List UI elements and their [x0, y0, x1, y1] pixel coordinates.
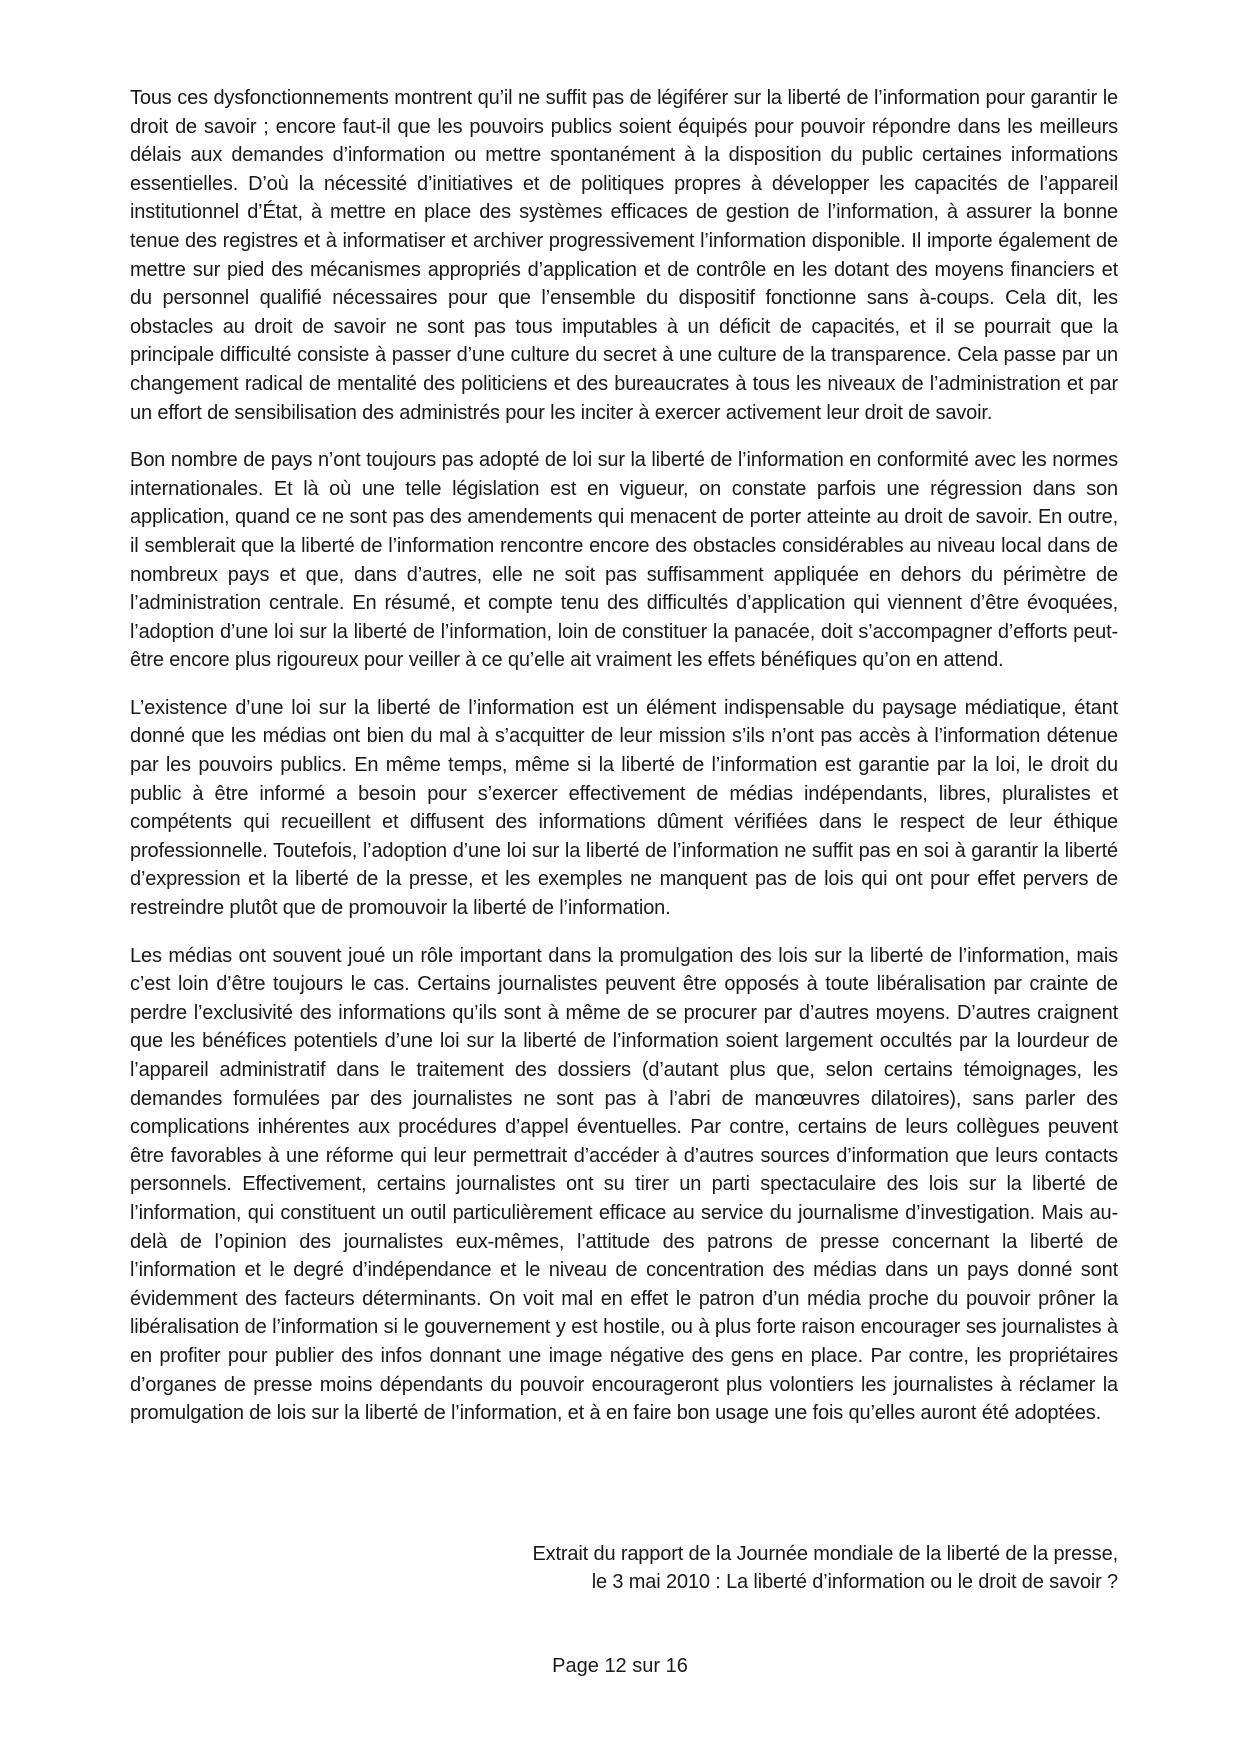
paragraph-3: L’existence d’une loi sur la liberté de l’information est un élément indispensable du paysage médiatique, étant donné que les médias ont bien du mal à s’acquitter de leur mission s’ils n’ont pas accès à l’information détenue par les pouvoirs publics. En même temps, même si la liberté de l’information est garantie par la loi, le droit du public à être informé a besoin pour s’exercer effectivement de médias indépendants, libres, pluralistes et compétents qui recueillent et diffusent des informations dûment vérifiées dans le respect de leur éthique professionnelle. Toutefois, l’adoption d’une loi sur la liberté de l’information ne suffit pas en soi à garantir la liberté d’expression et la liberté de la presse, et les exemples ne manquent pas de lois qui ont pour effet pervers de restreindre plutôt que de promouvoir la liberté de l’information.	[130, 696, 1118, 920]
document-body	[130, 84, 1118, 1447]
paragraph-2: Bon nombre de pays n’ont toujours pas adopté de loi sur la liberté de l’information en conformité avec les normes internationales. Et là où une telle législation est en vigueur, on constate parfois une régression dans son application, quand ce ne sont pas des amendements qui menacent de porter atteinte au droit de savoir. En outre, il semblerait que la liberté de l’information rencontre encore des obstacles considérables au niveau local dans de nombreux pays et que, dans d’autres, elle ne soit pas suffisamment appliquée en dehors du périmètre de l’administration centrale. En résumé, et compte tenu des difficultés d’application qui viennent d’être évoquées, l’adoption d’une loi sur la liberté de l’information, loin de constituer la panacée, doit s’accompagner d’efforts peut-être encore plus rigoureux pour veiller à ce qu’elle ait vraiment les effets bénéfiques qu’on en attend.	[130, 449, 1118, 672]
source-line-1: Extrait du rapport de la Journée mondiale de la liberté de la presse,	[532, 1543, 1118, 1565]
source-citation	[532, 1540, 1118, 1596]
source-line-2: le 3 mai 2010 : La liberté d’information ou le droit de savoir ?	[591, 1571, 1118, 1593]
paragraph-1: Tous ces dysfonctionnements montrent qu’il ne suffit pas de légiférer sur la liberté de l’information pour garantir le droit de savoir ; encore faut-il que les pouvoirs publics soient équipés pour pouvoir répondre dans les meilleurs délais aux demandes d’information ou mettre spontanément à la disposition du public certaines informations essentielles. D’où la nécessité d’initiatives et de politiques propres à développer les capacités de l’appareil institutionnel d’État, à mettre en place des systèmes efficaces de gestion de l’information, à assurer la bonne tenue des registres et à informatiser et archiver progressivement l’information disponible. Il importe également de mettre sur pied des mécanismes appropriés d’application et de contrôle en les dotant des moyens financiers et du personnel qualifié nécessaires pour que l’ensemble du dispositif fonctionne sans à-coups. Cela dit, les obstacles au droit de savoir ne sont pas tous imputables à un déficit de capacités, et il se pourrait que la principale difficulté consiste à passer d’une culture du secret à une culture de la transparence. Cela passe par un changement radical de mentalité des politiciens et des bureaucrates à tous les niveaux de l’administration et par un effort de sensibilisation des administrés pour les inciter à exercer activement leur droit de savoir.	[130, 87, 1118, 424]
page-number: Page 12 sur 16	[552, 1655, 688, 1677]
paragraph-4: Les médias ont souvent joué un rôle important dans la promulgation des lois sur la liberté de l’information, mais c’est loin d’être toujours le cas. Certains journalistes peuvent être opposés à toute libéralisation par crainte de perdre l’exclusivité des informations qu’ils sont à même de se procurer par d’autres moyens. D’autres craignent que les bénéfices potentiels d’une loi sur la liberté de l’information soient largement occultés par la lourdeur de l’appareil administratif dans le traitement des dossiers (d’autant plus que, selon certains témoignages, les demandes formulées par des journalistes ne sont pas à l’abri de manœuvres dilatoires), sans parler des complications inhérentes aux procédures d’appel éventuelles. Par contre, certains de leurs collègues peuvent être favorables à une réforme qui leur permettrait d’accéder à d’autres sources d’information que leurs contacts personnels. Effectivement, certains journalistes ont su tirer un parti spectaculaire des lois sur la liberté de l’information, qui constituent un outil particulièrement efficace au service du journalisme d’investigation. Mais au-delà de l’opinion des journalistes eux-mêmes, l’attitude des patrons de presse concernant la liberté de l’information et le degré d’indépendance et le niveau de concentration des médias dans un pays donné sont évidemment des facteurs déterminants. On voit mal en effet le patron d’un média proche du pouvoir prôner la libéralisation de l’information si le gouvernement y est hostile, ou à plus forte raison encourager ses journalistes à en profiter pour publier des infos donnant une image négative des gens en place. Par contre, les propriétaires d’organes de presse moins dépendants du pouvoir encourageront plus volontiers les journalistes à réclamer la promulgation de lois sur la liberté de l’information, et à en faire bon usage une fois qu’elles auront été adoptées.	[130, 944, 1118, 1425]
